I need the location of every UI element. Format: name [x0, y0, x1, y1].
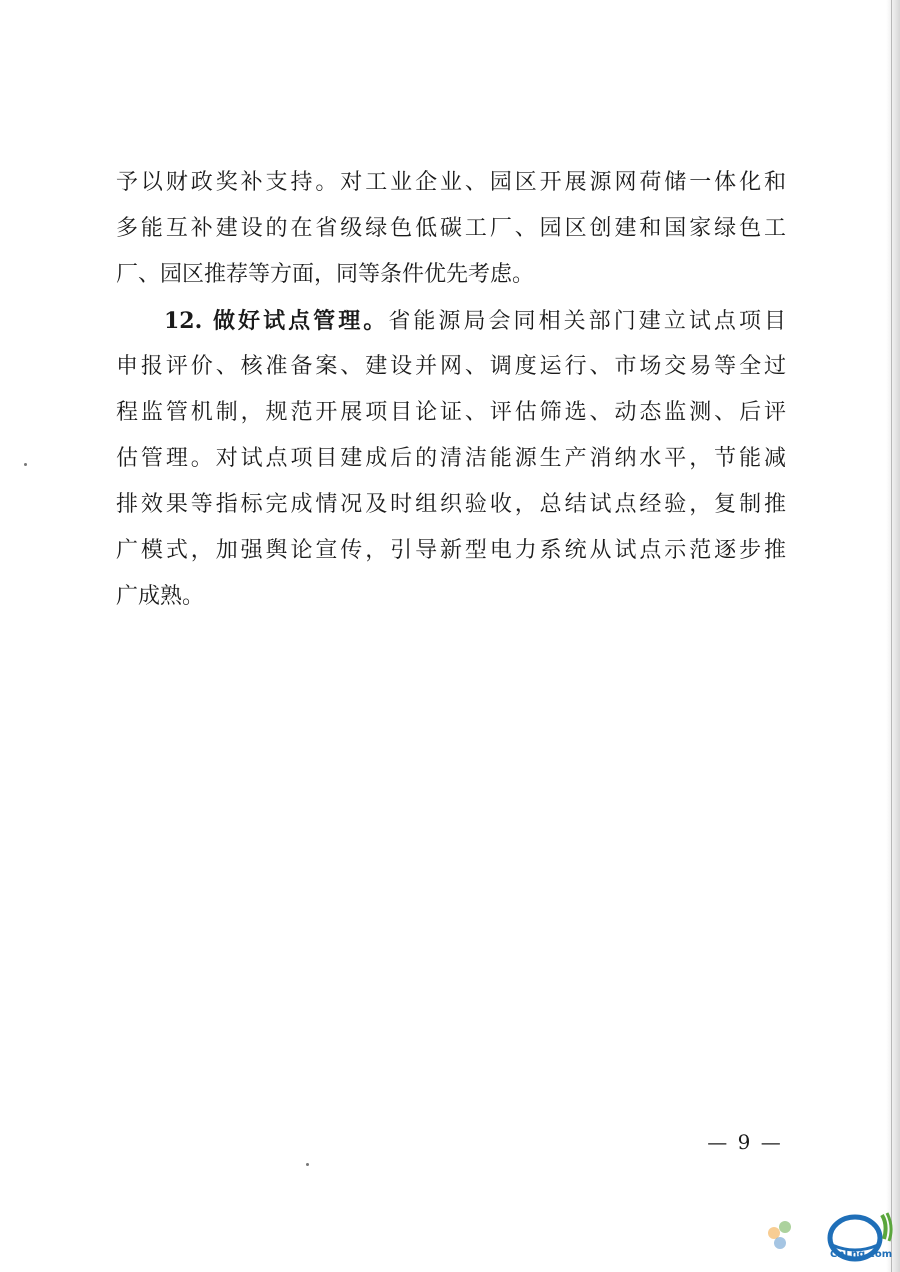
- scan-speck: [24, 463, 27, 466]
- text-line: 多能互补建设的在省级绿色低碳工厂、园区创建和国家绿色工: [116, 216, 786, 241]
- watermark-logo: [760, 1205, 895, 1267]
- page-edge-shadow: [886, 0, 900, 1272]
- paragraph-2: [116, 298, 786, 620]
- watermark-label: CnLng.com: [830, 1249, 893, 1260]
- text-line: 申报评价、核准备案、建设并网、调度运行、市场交易等全过: [116, 354, 786, 379]
- page-edge-line: [891, 0, 892, 1272]
- text-line: 厂、园区推荐等方面，同等条件优先考虑。: [116, 262, 535, 287]
- text-line: 排效果等指标完成情况及时组织验收，总结试点经验，复制推: [116, 492, 786, 517]
- text-run: 省能源局会同相关部门建立试点项目: [388, 309, 786, 334]
- text-line-first: [116, 298, 786, 344]
- text-line: 程监管机制，规范开展项目论证、评估筛选、动态监测、后评: [116, 400, 786, 425]
- page-number: — 9 —: [707, 1130, 783, 1154]
- text-line: 予以财政奖补支持。对工业企业、园区开展源网荷储一体化和: [116, 170, 786, 195]
- text-line: 广成熟。: [116, 584, 205, 609]
- section-heading: 12. 做好试点管理。: [164, 308, 389, 334]
- paragraph-1: [116, 160, 786, 298]
- text-line: 估管理。对试点项目建成后的清洁能源生产消纳水平，节能减: [116, 446, 786, 471]
- scan-speck: [306, 1163, 309, 1166]
- document-body: [116, 160, 786, 620]
- text-line: 广模式，加强舆论宣传，引导新型电力系统从试点示范逐步推: [116, 538, 786, 563]
